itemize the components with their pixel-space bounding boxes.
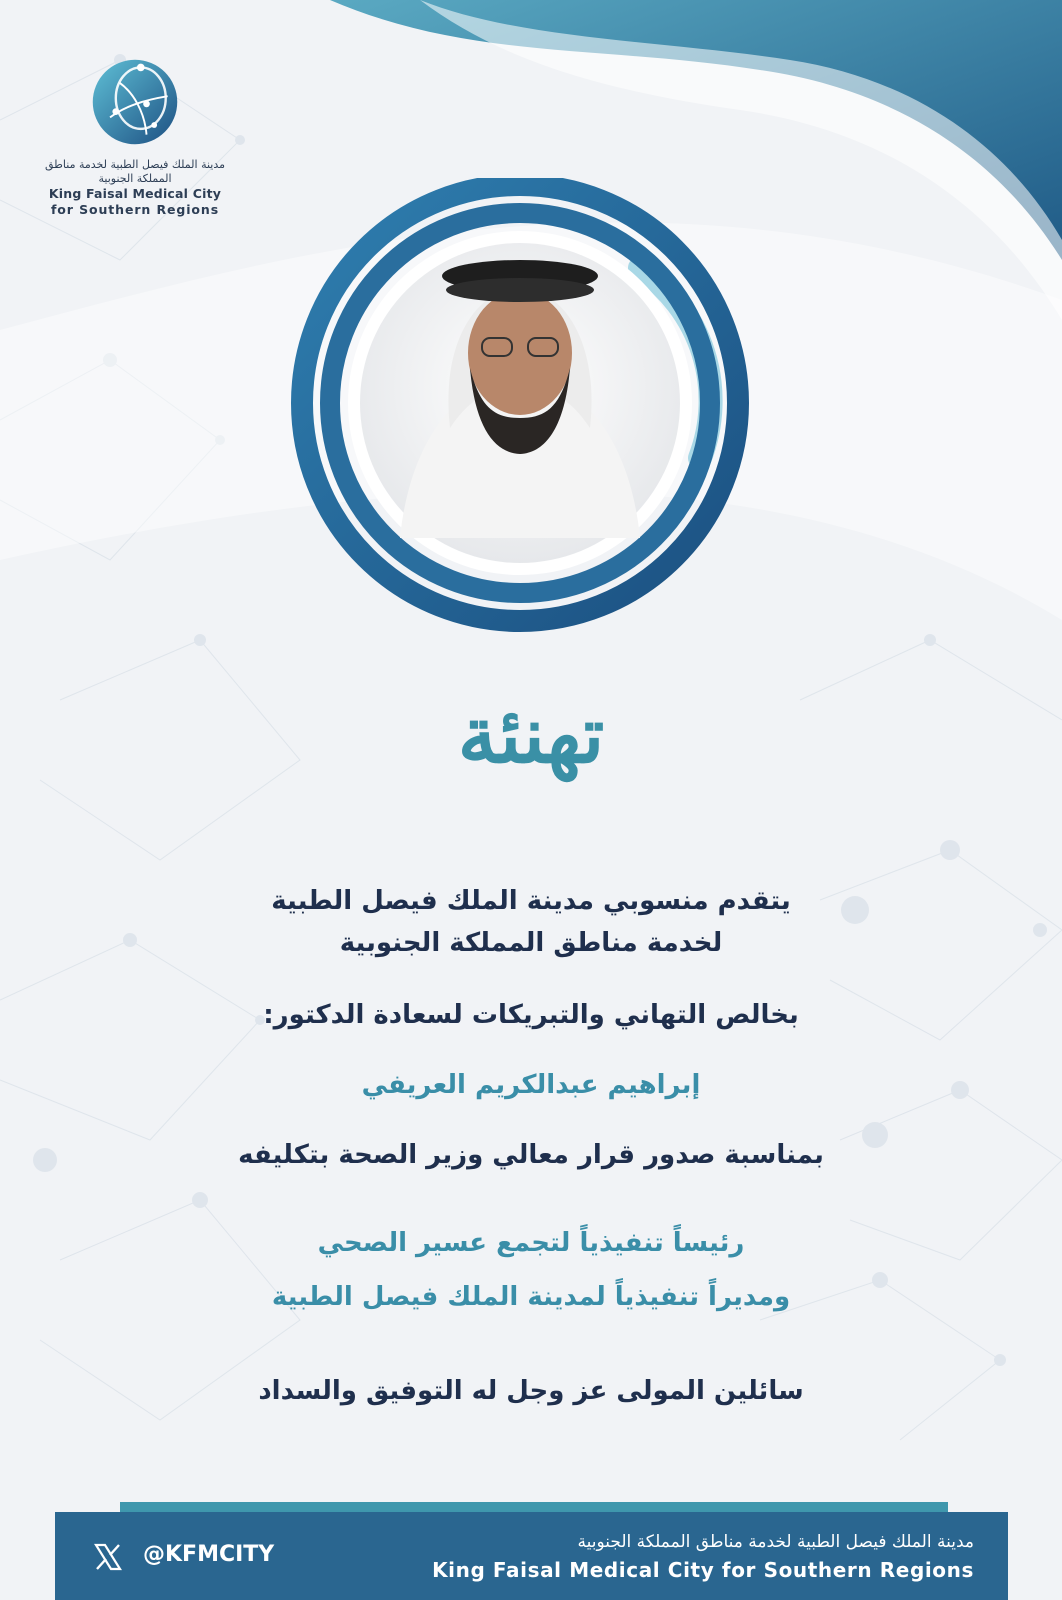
- role-line-1: رئيساً تنفيذياً لتجمع عسير الصحي: [317, 1228, 745, 1258]
- logo-english-line2: for Southern Regions: [50, 202, 220, 217]
- logo-arabic-text: مدينة الملك فيصل الطبية لخدمة مناطق المملكة الجنوبية: [44, 158, 226, 185]
- x-logo-icon[interactable]: [93, 1542, 123, 1572]
- message-line-2: لخدمة مناطق المملكة الجنوبية: [339, 928, 723, 958]
- kfmc-logo: [40, 54, 230, 218]
- headline-calligraphy: تهنئة: [457, 690, 605, 781]
- footer-arabic-name: مدينة الملك فيصل الطبية لخدمة مناطق المملكة الجنوبية: [577, 1532, 974, 1552]
- role-line-2: ومديراً تنفيذياً لمدينة الملك فيصل الطبية: [271, 1282, 791, 1312]
- message-line-3: بخالص التهاني والتبريكات لسعادة الدكتور:: [263, 1000, 799, 1030]
- portrait-rings: [290, 178, 770, 638]
- message-line-4: بمناسبة صدور قرار معالي وزير الصحة بتكليفه: [238, 1140, 824, 1170]
- social-handle[interactable]: @KFMCITY: [143, 1542, 275, 1567]
- closing-line: سائلين المولى عز وجل له التوفيق والسداد: [258, 1376, 804, 1406]
- footer-bar: [55, 1512, 1008, 1600]
- globe-logo-icon: [87, 54, 183, 150]
- footer-english-name: King Faisal Medical City for Southern Regions: [432, 1558, 974, 1582]
- honoree-name: إبراهيم عبدالكريم العريفي: [361, 1070, 701, 1100]
- portrait-frame: [290, 178, 770, 638]
- message-line-1: يتقدم منسوبي مدينة الملك فيصل الطبية: [271, 886, 791, 916]
- logo-english-line1: King Faisal Medical City: [48, 186, 222, 201]
